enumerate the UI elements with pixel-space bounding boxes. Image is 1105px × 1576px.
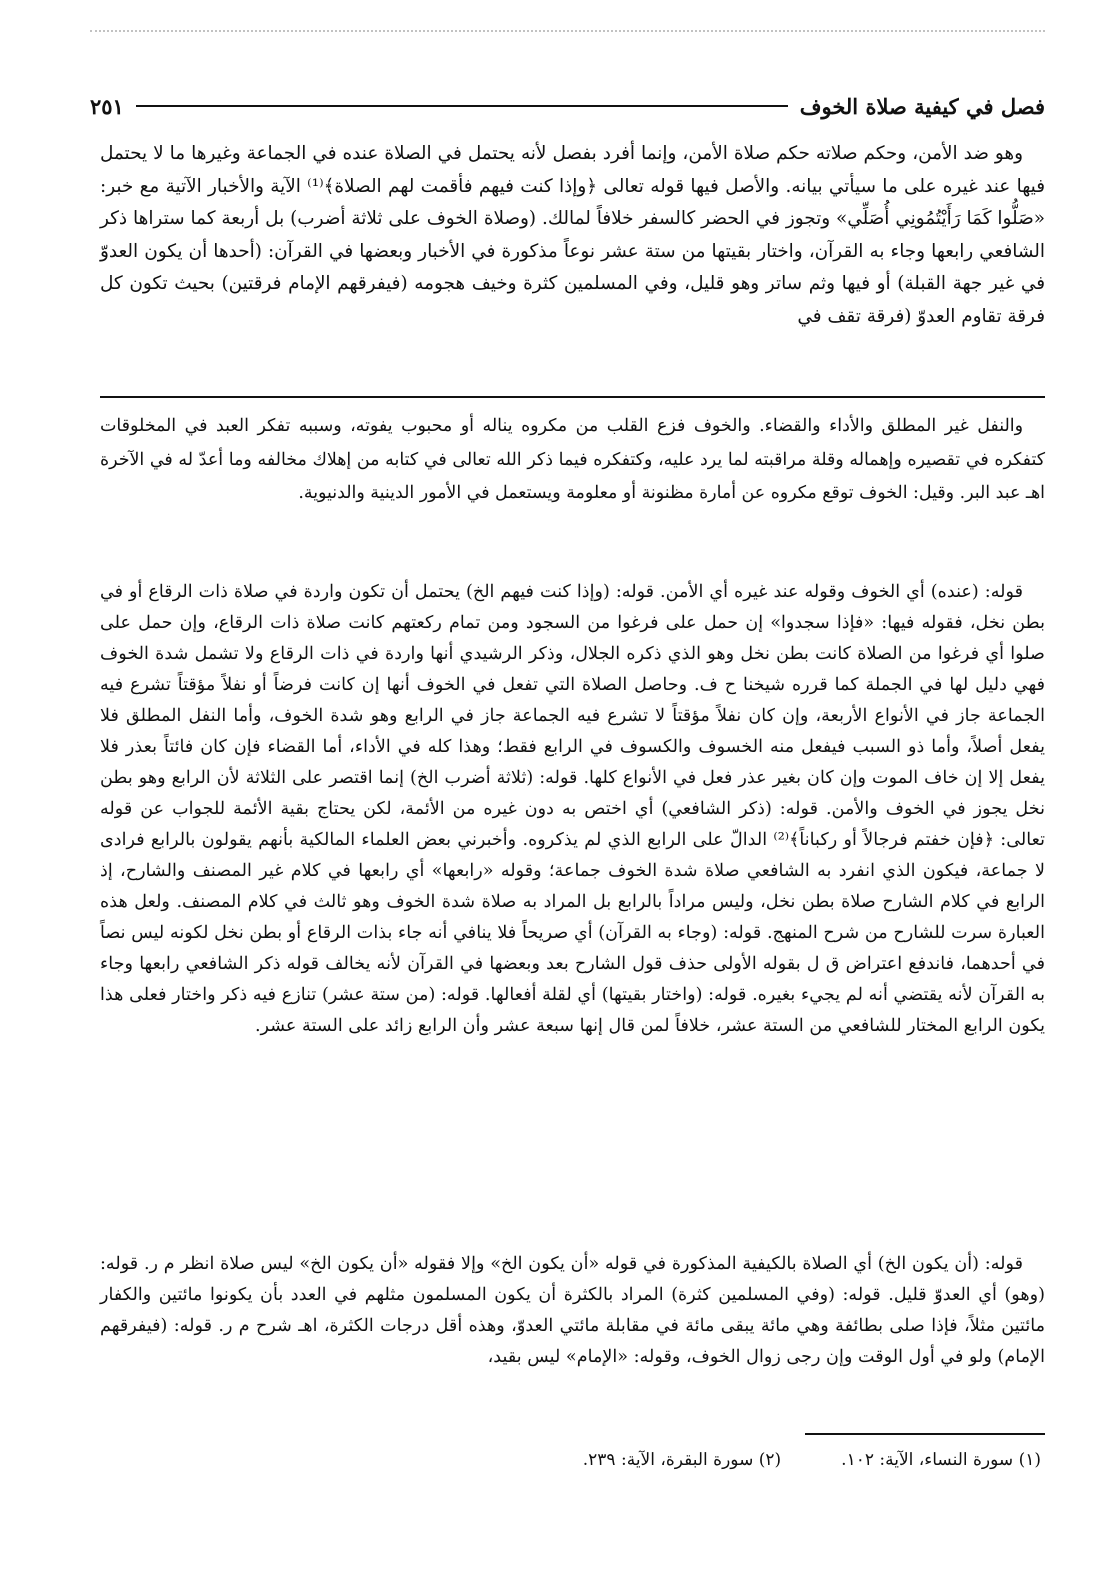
page-header (90, 86, 1045, 126)
chapter-title: فصل في كيفية صلاة الخوف (799, 93, 1045, 119)
sharh-block-1 (100, 410, 1045, 511)
matn-text (100, 138, 1045, 334)
sharh-paragraph-1: والنفل غير المطلق والأداء والقضاء. والخوف فزع القلب من مكروه يناله أو محبوب يفوته، وسببه تفكر العبد في المخلوقات كتفكره في تقصيره وإهماله وقلة مراقبته لما يرد عليه، وكتفكره فيما ذكر الله تعالى في كتابه من إهلاك مخالفه وما أعدّ له في الآخرة اهـ عبد البر. وقيل: الخوف توقع مكروه عن أمارة مظنونة أو معلومة ويستعمل في الأمور الدينية والدنيوية. (100, 416, 1045, 503)
footnote-2: (٢) سورة البقرة، الآية: ٢٣٩. (582, 1450, 782, 1470)
footnote-1: (١) سورة النساء، الآية: ١٠٢. (841, 1450, 1041, 1470)
sharh-block-2 (100, 577, 1045, 1042)
sharh-paragraph-2: قوله: (عنده) أي الخوف وقوله عند غيره أي الأمن. قوله: (وإذا كنت فيهم الخ) يحتمل أن تكون واردة في صلاة ذات الرقاع أو في بطن نخل، فقوله فيها: «فإذا سجدوا» إن حمل على فرغوا من السجود ومن تمام ركعتهم كانت صلاة ذات الرقاع، وإن حمل على صلوا أي فرغوا من الصلاة كانت بطن نخل وهو الذي ذكره الجلال، وذكر الرشيدي أنها واردة في ذات الرقاع ولا تشمل شدة الخوف فهي دليل لها في الجملة كما قرره شيخنا ح ف. وحاصل الصلاة التي تفعل في الخوف أنها إن كانت فرضاً أو نفلاً مؤقتاً تشرع فيه الجماعة جاز في الأنواع الأربعة، وإن كان نفلاً مؤقتاً لا تشرع فيه الجماعة جاز في الرابع وهو شدة الخوف، وأما النفل المطلق فلا يفعل أصلاً، وأما ذو السبب فيفعل منه الخسوف والكسوف في الرابع فقط؛ وهذا كله في الأداء، أما القضاء فإن كان فائتاً بعذر فلا يفعل إلا إن خاف الموت وإن كان بغير عذر فعل في الأنواع كلها. قوله: (ثلاثة أضرب الخ) إنما اقتصر على الثلاثة لأن الرابع وهو بطن نخل يجوز في الخوف والأمن. قوله: (ذكر الشافعي) أي اختص به دون غيره من الأئمة، لكن يحتاج بقية الأئمة للجواب عن قوله تعالى: ﴿فإن خفتم فرجالاً أو ركباناً﴾⁽²⁾ الدالّ على الرابع الذي لم يذكروه. وأخبرني بعض العلماء المالكية بأنهم يقولون بالرابع فرادى لا جماعة، فيكون الذي انفرد به الشافعي صلاة شدة الخوف جماعة؛ وقوله «رابعها» أي رابعها في كلام غير المصنف والشارح، إذ الرابع في كلام الشارح صلاة بطن نخل، وليس مراداً بالرابع بل المراد به صلاة شدة الخوف وهو ثالث في كلام المصنف. ولعل هذه العبارة سرت للشارح من شرح المنهج. قوله: (وجاء به القرآن) أي صريحاً فلا ينافي أنه جاء بذات الرقاع أو بطن نخل لكونه ليس نصاً في أحدهما، فاندفع اعتراض ق ل بقوله الأولى حذف قول الشارح بعد وبعضها في القرآن لأنه يخالف قوله ذكر الشافعي رابعها وجاء به القرآن لأنه يقتضي أنه لم يجيء بغيره. قوله: (واختار بقيتها) أي لقلة أفعالها. قوله: (من ستة عشر) تنازع فيه ذكر واختار فعلى هذا يكون الرابع المختار للشافعي من الستة عشر، خلافاً لمن قال إنها سبعة عشر وأن الرابع زائد على الستة عشر. (100, 582, 1046, 1036)
footnotes (100, 1450, 1041, 1470)
header-rule (136, 105, 788, 107)
page-number: ٢٥١ (90, 93, 124, 119)
matn-divider (100, 396, 1045, 398)
sharh-block-3 (100, 1249, 1045, 1373)
footnote-rule (805, 1433, 1045, 1435)
sharh-paragraph-3: قوله: (أن يكون الخ) أي الصلاة بالكيفية المذكورة في قوله «أن يكون الخ» وإلا فقوله «أن يكون الخ» ليس صلاة انظر م ر. قوله: (وهو) أي العدوّ قليل. قوله: (وفي المسلمين كثرة) المراد بالكثرة أن يكون المسلمون مثلهم في العدد بأن يكونوا مائتين والكفار مائتين مثلاً، فإذا صلى بطائفة وهي مائة يبقى مائة في مقابلة مائتي العدوّ، وهذه أقل درجات الكثرة، اهـ شرح م ر. قوله: (فيفرقهم الإمام) ولو في أول الوقت وإن رجى زوال الخوف، وقوله: «الإمام» ليس بقيد، (100, 1254, 1045, 1367)
matn-paragraph: وهو ضد الأمن، وحكم صلاته حكم صلاة الأمن، وإنما أفرد بفصل لأنه يحتمل في الصلاة عنده في الجماعة وغيرها ما لا يحتمل فيها عند غيره على ما سيأتي بيانه. والأصل فيها قوله تعالى ﴿وإذا كنت فيهم فأقمت لهم الصلاة﴾⁽¹⁾ الآية والأخبار الآتية مع خبر: «صَلُّوا كَمَا رَأَيْتُمُونِي أُصَلِّي» وتجوز في الحضر كالسفر خلافاً لمالك. (وصلاة الخوف على ثلاثة أضرب) بل أربعة كما ستراها ذكر الشافعي رابعها وجاء به القرآن، واختار بقيتها من ستة عشر نوعاً مذكورة في الأخبار وبعضها في القرآن: (أحدها أن يكون العدوّ في غير جهة القبلة) أو فيها وثم ساتر وهو قليل، وفي المسلمين كثرة وخيف هجومه (فيفرقهم الإمام فرقتين) بحيث تكون كل فرقة تقاوم العدوّ (فرقة تقف في (100, 143, 1046, 327)
scan-edge-noise (90, 30, 1045, 54)
